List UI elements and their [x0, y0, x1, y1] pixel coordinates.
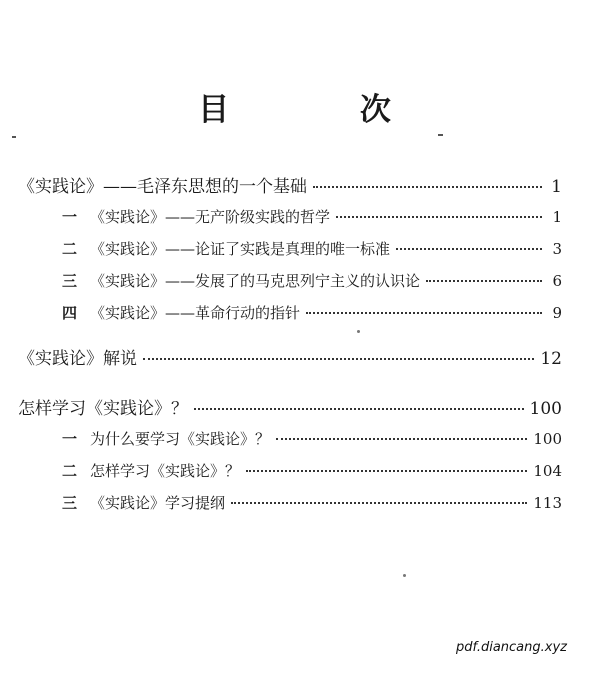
- entry-number: 一: [62, 430, 78, 448]
- entry-label: 怎样学习《实践论》？: [18, 399, 188, 419]
- dot-leader: [396, 248, 542, 250]
- entry-page: 100: [533, 430, 562, 448]
- entry-page: 9: [552, 304, 562, 322]
- entry-label: 《实践论》——毛泽东思想的一个基础: [18, 177, 307, 197]
- dot-leader: [306, 312, 542, 314]
- entry-number: 三: [62, 272, 78, 290]
- entry-page: 1: [552, 208, 562, 226]
- toc-entry[interactable]: [62, 492, 562, 513]
- entry-page: 1: [551, 177, 562, 197]
- toc-entry[interactable]: [62, 238, 562, 259]
- entry-label: 《实践论》学习提纲: [90, 494, 226, 512]
- entry-number: 一: [62, 208, 78, 226]
- entry-page: 3: [552, 240, 562, 258]
- entry-label: 《实践论》——革命行动的指针: [90, 304, 301, 322]
- page-title: 目 次: [198, 92, 451, 128]
- watermark: pdf.diancang.xyz: [455, 640, 567, 655]
- toc-entry[interactable]: [18, 394, 562, 419]
- entry-page: 104: [533, 462, 562, 480]
- entry-page: 100: [529, 399, 562, 419]
- entry-page: 12: [540, 349, 562, 369]
- toc-entry[interactable]: [62, 206, 562, 227]
- scan-mark: [438, 134, 443, 136]
- dot-leader: [426, 280, 542, 282]
- toc-entry[interactable]: [62, 460, 562, 481]
- dot-leader: [336, 216, 542, 218]
- entry-label: 《实践论》解说: [18, 349, 137, 369]
- entry-label: 《实践论》——论证了实践是真理的唯一标准: [90, 240, 391, 258]
- dot-leader: [313, 186, 542, 188]
- entry-number: 四: [62, 304, 78, 322]
- scan-mark: [12, 136, 16, 138]
- dot-leader: [194, 408, 524, 410]
- entry-page: 113: [533, 494, 562, 512]
- toc-entry[interactable]: [62, 302, 562, 323]
- dot-leader: [231, 502, 527, 504]
- entry-number: 二: [62, 240, 78, 258]
- entry-label: 怎样学习《实践论》？: [90, 462, 241, 480]
- entry-number: 二: [62, 462, 78, 480]
- dot-leader: [143, 358, 534, 360]
- toc-entry[interactable]: [62, 270, 562, 291]
- entry-label: 为什么要学习《实践论》？: [90, 430, 271, 448]
- entry-label: 《实践论》——发展了的马克思列宁主义的认识论: [90, 272, 421, 290]
- scan-speck: [357, 330, 360, 333]
- toc-entry[interactable]: [18, 172, 562, 197]
- scan-speck: [403, 574, 406, 577]
- toc-entry[interactable]: [18, 344, 562, 369]
- entry-label: 《实践论》——无产阶级实践的哲学: [90, 208, 331, 226]
- dot-leader: [276, 438, 527, 440]
- entry-number: 三: [62, 494, 78, 512]
- toc-entry[interactable]: [62, 428, 562, 449]
- entry-page: 6: [552, 272, 562, 290]
- dot-leader: [246, 470, 527, 472]
